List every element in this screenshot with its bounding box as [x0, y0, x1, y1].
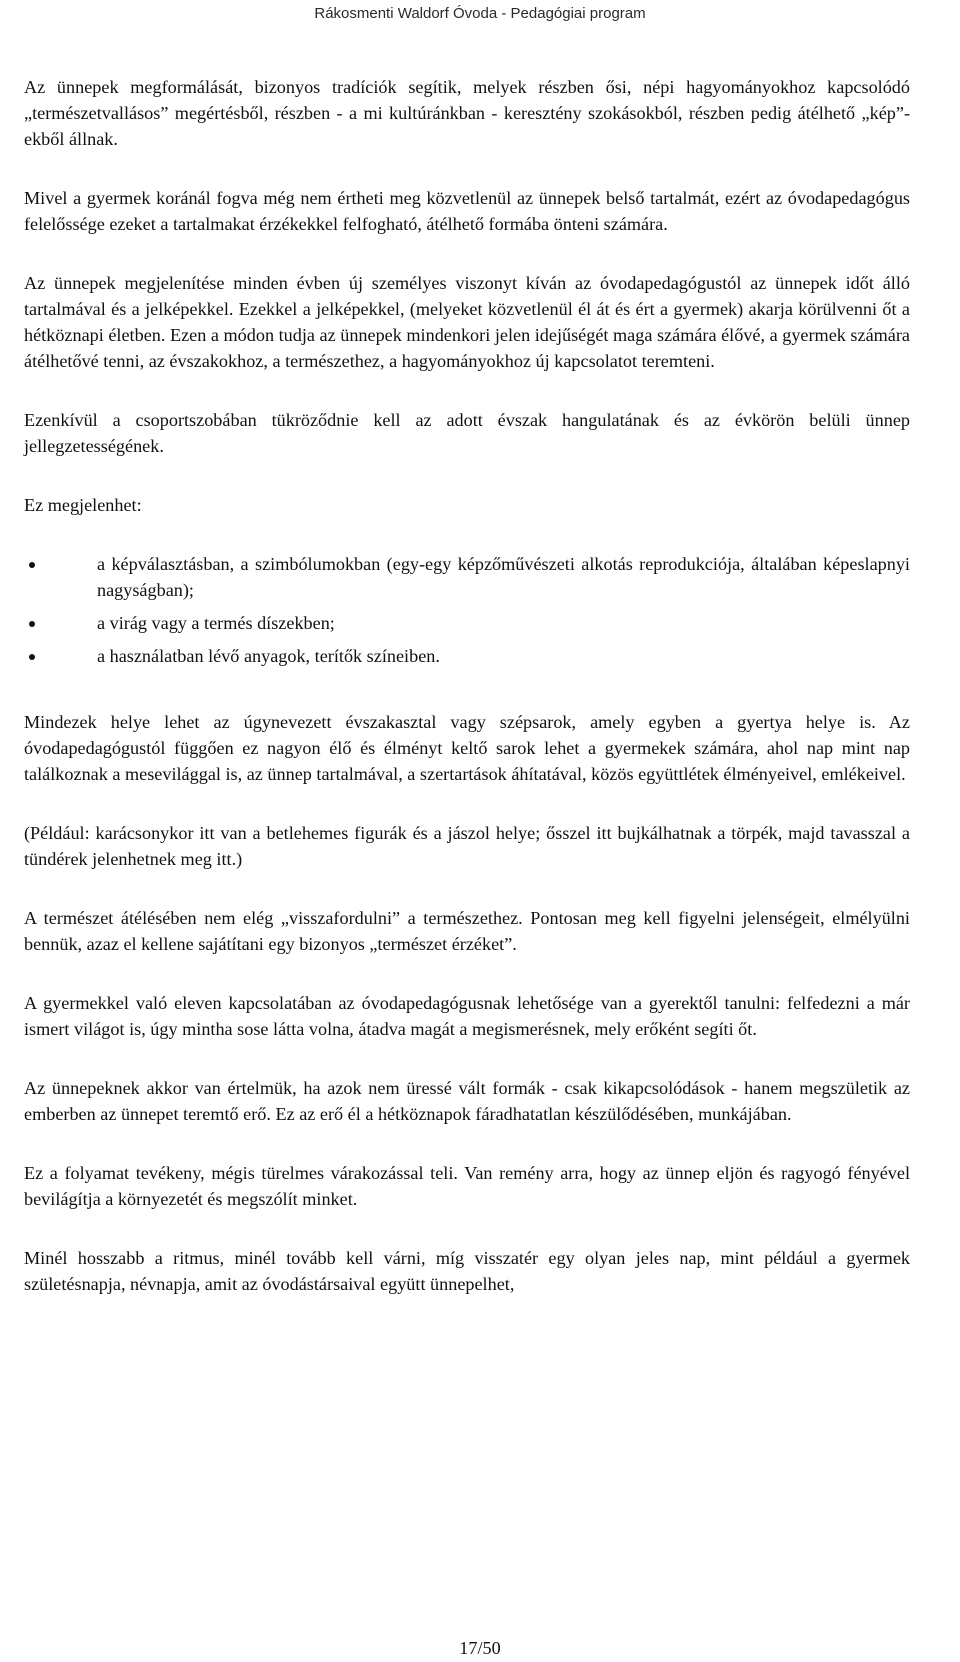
paragraph: Az ünnepek megjelenítése minden évben új személyes viszonyt kíván az óvodapedagógustól az ünnepek időt álló tartalmával és a jelképekkel. Ezekkel a jelképekkel, (melyeket közvetlenül él át és ért a gyermek) akarja körülvenni őt a hétköznapi életben. Ezen a módon tudja az ünnepek mindenkori jelen idejűségét maga számára élővé, a gyermek számára átélhetővé tenni, az évszakokhoz, a természethez, a hagyományokhoz új kapcsolatot teremteni. — [24, 273, 910, 371]
paragraph: Mivel a gyermek koránál fogva még nem értheti meg közvetlenül az ünnepek belső tartalmát, ezért az óvodapedagógus felelőssége ezeket a tartalmakat érzékekkel felfogható, átélhető formába önteni számára. — [24, 188, 910, 234]
list-item-text: a képválasztásban, a szimbólumokban (egy-egy képzőművészeti alkotás reprodukciója, általában képeslapnyi nagyságban); — [97, 554, 910, 600]
paragraph: A természet átélésében nem elég „visszafordulni” a természethez. Pontosan meg kell figyelni jelenségeit, elmélyülni bennük, azaz el kellene sajátítani egy bizonyos „természet érzéket”. — [24, 908, 910, 954]
list-item-text: a használatban lévő anyagok, terítők színeiben. — [97, 646, 440, 666]
paragraph: Minél hosszabb a ritmus, minél tovább kell várni, míg visszatér egy olyan jeles nap, mint például a gyermek születésnapja, névnapja, amit az óvodástársaival együtt ünnepelhet, — [24, 1248, 910, 1294]
paragraph: Az ünnepek megformálását, bizonyos tradíciók segítik, melyek részben ősi, népi hagyományokhoz kapcsolódó „természetvallásos” megértésből, részben - a mi kultúránkban - keresztény szokásokból, részben pedig átélhető „kép”-ekből állnak. — [24, 77, 910, 149]
page-number: 17/50 — [459, 1638, 501, 1658]
bullet-list — [24, 551, 910, 669]
paragraph: Mindezek helye lehet az úgynevezett évszakasztal vagy szépsarok, amely egyben a gyertya helye is. Az óvodapedagógustól függően ez nagyon élő és élményt keltő sarok lehet a gyermekek számára, ahol nap mint nap találkoznak a mesevilággal is, az ünnep tartalmával, a szertartások áhítatával, közös együttlétek élményeivel, emlékeivel. — [24, 712, 910, 784]
bullet-icon — [29, 621, 35, 627]
list-intro: Ez megjelenhet: — [24, 495, 142, 515]
paragraph: Az ünnepeknek akkor van értelmük, ha azok nem üressé vált formák - csak kikapcsolódások - hanem megszületik az emberben az ünnepet teremtő erő. Ez az erő él a hétköznapok fáradhatatlan készülődésében, munkájában. — [24, 1078, 910, 1124]
paragraph: Ez a folyamat tevékeny, mégis türelmes várakozással teli. Van remény arra, hogy az ünnep eljön és ragyogó fényével bevilágítja a környezetét és megszólít minket. — [24, 1163, 910, 1209]
page-header: Rákosmenti Waldorf Óvoda - Pedagógiai program — [314, 5, 646, 22]
document-body — [24, 74, 910, 1297]
list-item — [24, 610, 910, 636]
list-item — [24, 643, 910, 669]
paragraph: A gyermekkel való eleven kapcsolatában az óvodapedagógusnak lehetősége van a gyerektől tanulni: felfedezni a már ismert világot is, úgy mintha sose látta volna, átadva magát a megismerésnek, mely erőként segíti őt. — [24, 993, 910, 1039]
bullet-icon — [29, 654, 35, 660]
bullet-icon — [29, 562, 35, 568]
paragraph: (Például: karácsonykor itt van a betlehemes figurák és a jászol helye; ősszel itt bujkálhatnak a törpék, majd tavasszal a tündérek jelenhetnek meg itt.) — [24, 823, 910, 869]
list-item-text: a virág vagy a termés díszekben; — [97, 613, 335, 633]
paragraph: Ezenkívül a csoportszobában tükröződnie kell az adott évszak hangulatának és az évkörön belüli ünnep jellegzetességének. — [24, 410, 910, 456]
list-item — [24, 551, 910, 603]
